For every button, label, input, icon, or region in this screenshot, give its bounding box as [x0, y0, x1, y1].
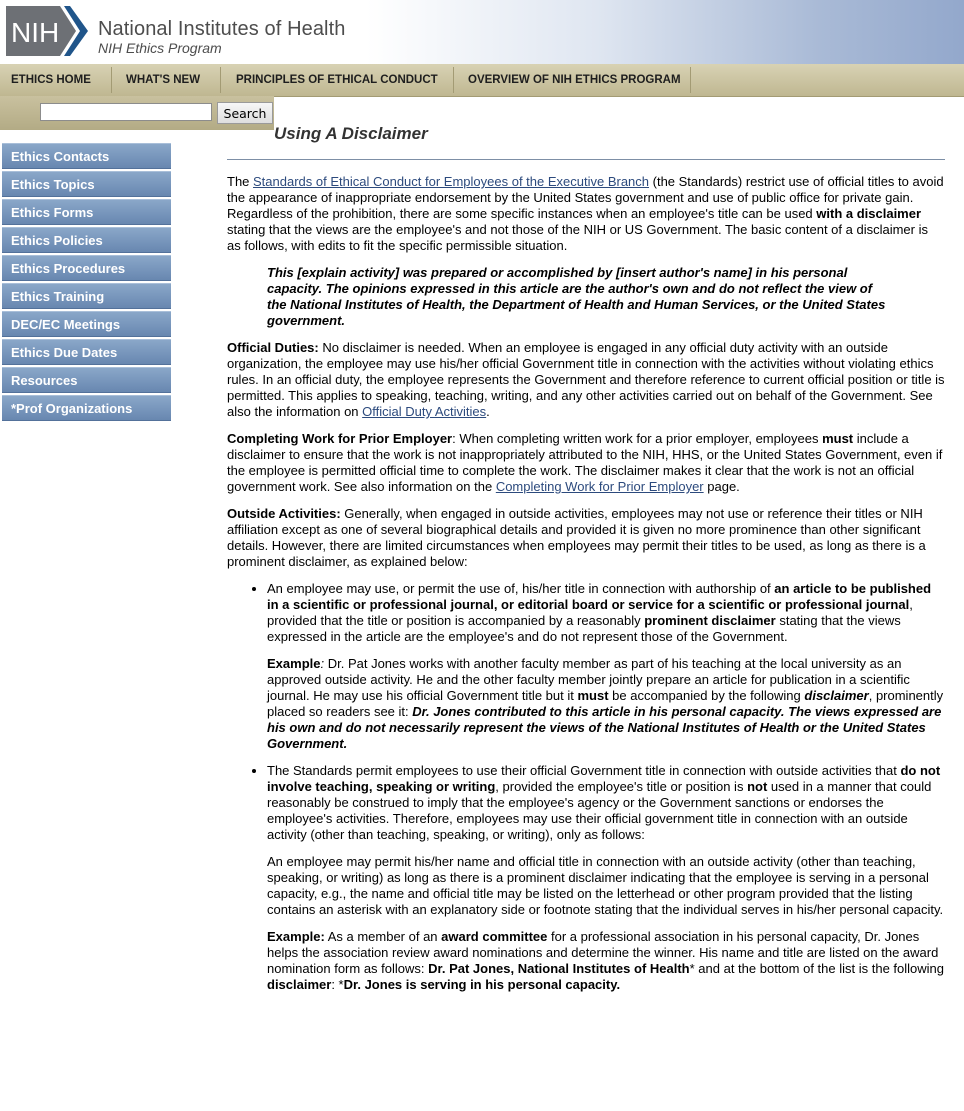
sidebar-item-ethics-contacts[interactable]: Ethics Contacts [2, 143, 171, 169]
sidebar-item-ethics-training[interactable]: Ethics Training [2, 283, 171, 309]
authorship-emphasis: an article to be published in a scientific or professional journal, or editorial board or service for a scientific or professional journal [267, 581, 932, 612]
nih-logo[interactable] [6, 6, 88, 56]
authorship-text: , provided that the title or position is accompanied by a reasonably [267, 597, 913, 628]
nav-divider [690, 67, 691, 93]
award-example [267, 929, 945, 993]
example-text: for a professional association in his personal capacity, Dr. Jones helps the association review award nominations and determine the winner. His name and title are listed on the award nomination form as follows: [267, 929, 939, 976]
title-divider [227, 159, 945, 160]
prior-employer-label: Completing Work for Prior Employer [227, 431, 453, 446]
search-button[interactable]: Search [217, 102, 273, 124]
example-text: As a member of an [324, 929, 442, 944]
example-award-committee: award committee [441, 929, 548, 944]
example-disclaimer-word: disclaimer [804, 688, 869, 703]
nav-ethics-home[interactable]: ETHICS HOME [11, 74, 91, 86]
personal-capacity-paragraph: An employee may permit his/her name and official title in connection with an outside activity (other than teaching, speaking, or writing) as long as there is a prominent disclaimer indicating that the employee is serving in a personal capacity, e.g., the name and official title may be listed on the letterhead or other program provided that the listing contains an asterisk with an explanatory side or footnote stating that the individual serves in his/her personal capacity. [267, 854, 944, 917]
top-navigation [0, 64, 964, 97]
authorship-example [267, 656, 945, 752]
sidebar-item-dec-ec-meetings[interactable]: DEC/EC Meetings [2, 311, 171, 337]
prior-employer-text: include a disclaimer to ensure that the work is not inappropriately attributed to the NIH, HHS, or the United States Government, even if the employee is permitted official time to complete the work. The disclaimer makes it clear that the work is not an official government work. See also information on the [227, 431, 943, 494]
logo-text: NIH [11, 17, 60, 48]
example-text: : * [331, 977, 344, 992]
intro-text: The [227, 174, 254, 189]
nav-divider [111, 67, 112, 93]
non-teaching-text: , provided the employee's title or position is [495, 779, 748, 794]
sidebar-item-prof-organizations[interactable]: *Prof Organizations [2, 395, 171, 421]
sidebar-item-resources[interactable]: Resources [2, 367, 171, 393]
non-teaching-emphasis: not [747, 779, 768, 794]
official-duties-text: No disclaimer is needed. When an employee is engaged in any official duty activity with an outside organization, the employee may use his/her official Government title in connection with the activities without violating ethics rules. In an official duty, the employee represents the Government and therefore reference to current official position or title is permitted. This applies to speaking, teaching, writing, and any other activities carried out on behalf of the Government. See also the information on [227, 340, 945, 419]
example-text: be accompanied by the following [608, 688, 805, 703]
site-title[interactable]: National Institutes of Health [98, 18, 346, 40]
sidebar-item-ethics-forms[interactable]: Ethics Forms [2, 199, 171, 225]
prior-employer-must: must [822, 431, 854, 446]
intro-text: stating that the views are the employee's and not those of the NIH or US Government. The basic content of a disclaimer is as follows, with edits to fit the specific permissible situation. [227, 222, 928, 253]
example-label: Example: [267, 929, 325, 944]
sidebar-item-ethics-topics[interactable]: Ethics Topics [2, 171, 171, 197]
main-content [227, 174, 945, 1004]
example-name-title: Dr. Pat Jones, National Institutes of Health [428, 961, 690, 976]
disclaimer-template: This [explain activity] was prepared or accomplished by [insert author's name] in his personal capacity. The opinions expressed in this article are the author's own and do not reflect the view of the National Institutes of Health, the Department of Health and Human Services, or the United States government. [267, 265, 886, 328]
example-label: Example [267, 656, 321, 671]
prior-employer-text: : When completing written work for a prior employer, employees [452, 431, 823, 446]
sidebar-item-ethics-procedures[interactable]: Ethics Procedures [2, 255, 171, 281]
example-disclaimer-word: disclaimer [267, 977, 332, 992]
example-text: * and at the bottom of the list is the following [689, 961, 944, 976]
example-disclaimer-quote: Dr. Jones contributed to this article in his personal capacity. The views expressed are his own and do not necessarily represent the views of the National Institutes of Health or the United States Government. [267, 704, 942, 751]
authorship-paragraph [267, 581, 945, 645]
non-teaching-text: The Standards permit employees to use their official Government title in connection with outside activities that [267, 763, 901, 778]
nav-divider [220, 67, 221, 93]
nav-overview[interactable]: OVERVIEW OF NIH ETHICS PROGRAM [468, 74, 681, 86]
sidebar [2, 143, 171, 423]
nav-divider [453, 67, 454, 93]
intro-paragraph [227, 174, 945, 254]
page-title: Using A Disclaimer [274, 124, 428, 143]
site-header [0, 0, 964, 64]
site-subtitle: NIH Ethics Program [98, 40, 222, 56]
example-final-disclaimer: Dr. Jones is serving in his personal capacity. [343, 977, 621, 992]
example-text: , prominently placed so readers see it: [267, 688, 944, 719]
standards-link[interactable]: Standards of Ethical Conduct for Employees of the Executive Branch [253, 174, 650, 189]
outside-activities-paragraph [227, 506, 945, 570]
intro-emphasis: with a disclaimer [816, 206, 922, 221]
search-input[interactable] [40, 103, 212, 121]
official-duties-end: . [486, 404, 490, 419]
sidebar-item-ethics-policies[interactable]: Ethics Policies [2, 227, 171, 253]
example-colon: : [320, 656, 325, 671]
prior-employer-paragraph [227, 431, 945, 495]
example-must: must [577, 688, 609, 703]
nav-whats-new[interactable]: WHAT'S NEW [126, 74, 201, 86]
nav-principles[interactable]: PRINCIPLES OF ETHICAL CONDUCT [236, 74, 438, 86]
official-duties-label: Official Duties: [227, 340, 319, 355]
non-teaching-text: used in a manner that could reasonably be construed to imply that the employee's agency or the Government sanctions or endorses the employee's activities. Therefore, employees may use their official government title in connection with an outside activity (other than teaching, speaking, or writing), only as follows: [267, 779, 932, 842]
prior-employer-link[interactable]: Completing Work for Prior Employer [495, 479, 704, 494]
list-item-non-teaching [267, 763, 945, 993]
non-teaching-paragraph [267, 763, 945, 843]
example-text: Dr. Pat Jones works with another faculty member as part of his teaching at the local university as an approved outside activity. He and the other faculty member jointly prepare an article for publication in a scientific journal. He may use his official Government title but it [267, 656, 910, 703]
outside-activities-text: Generally, when engaged in outside activities, employees may not use or reference their titles or NIH affiliation except as one of several biographical details and provided it is given no more prominence than other significant details. However, there are limited circumstances when employees may permit their titles to be used, as long as there is a prominent disclaimer, as explained below: [227, 506, 926, 569]
official-duties-paragraph [227, 340, 945, 420]
official-duty-activities-link[interactable]: Official Duty Activities [362, 404, 487, 419]
authorship-text: stating that the views expressed in the article are the employee's and do not represent those of the Government. [267, 613, 901, 644]
outside-activities-list [227, 581, 945, 993]
outside-activities-label: Outside Activities: [227, 506, 341, 521]
authorship-emphasis: prominent disclaimer [644, 613, 776, 628]
non-teaching-emphasis: do not involve teaching, speaking or writing [267, 763, 941, 794]
authorship-text: An employee may use, or permit the use of, his/her title in connection with authorship of [267, 581, 775, 596]
sidebar-item-ethics-due-dates[interactable]: Ethics Due Dates [2, 339, 171, 365]
list-item-authorship [267, 581, 945, 752]
prior-employer-end: page. [703, 479, 740, 494]
intro-text: (the Standards) restrict use of official titles to avoid the appearance of inappropriate endorsement by the United States government and use of public office for private gain. Regardless of the prohibition, there are some specific instances when an employee's title can be used [227, 174, 944, 221]
